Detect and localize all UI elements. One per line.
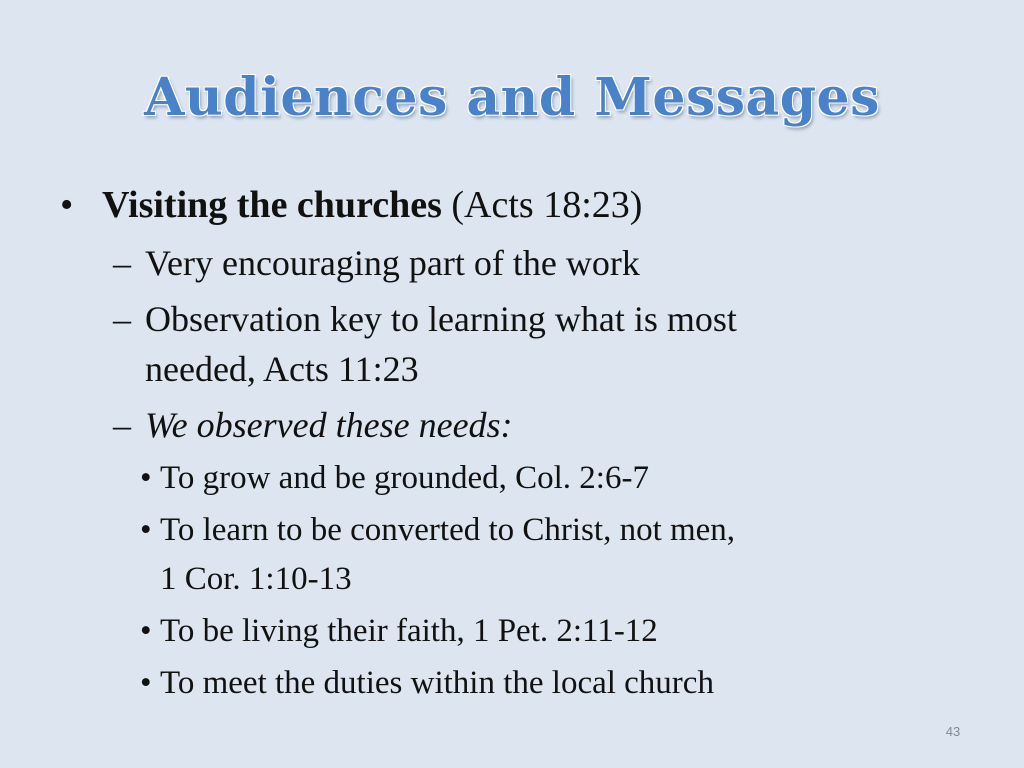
bullet-dot-icon: • bbox=[60, 184, 74, 226]
bullet-dot-icon: • bbox=[140, 512, 152, 548]
level2-text: Observation key to learning what is most bbox=[145, 299, 737, 339]
dash-bullet-icon: – bbox=[113, 405, 131, 445]
level1-bold-text: Visiting the churches bbox=[102, 184, 442, 226]
level3-text: To be living their faith, 1 Pet. 2:11-12 bbox=[160, 613, 658, 649]
level3-text: To learn to be converted to Christ, not men, bbox=[160, 512, 736, 548]
level2-text: Very encouraging part of the work bbox=[145, 243, 640, 283]
bullet-dot-icon: • bbox=[140, 460, 152, 496]
level3-text: To meet the duties within the local church bbox=[160, 665, 714, 701]
slide-title: Audiences and Messages bbox=[144, 67, 880, 128]
level3-text: To grow and be grounded, Col. 2:6-7 bbox=[160, 460, 649, 496]
dash-bullet-icon: – bbox=[113, 243, 131, 283]
level1-text bbox=[102, 182, 642, 228]
bullet-dot-icon: • bbox=[140, 613, 152, 649]
bullet-dot-icon: • bbox=[140, 665, 152, 701]
level3-continuation: 1 Cor. 1:10-13 bbox=[160, 561, 352, 597]
level2-text-italic: We observed these needs: bbox=[145, 405, 513, 445]
level1-normal-text: (Acts 18:23) bbox=[441, 184, 643, 226]
level2-continuation: needed, Acts 11:23 bbox=[145, 349, 419, 389]
page-number: 43 bbox=[945, 724, 961, 739]
dash-bullet-icon: – bbox=[113, 299, 131, 339]
